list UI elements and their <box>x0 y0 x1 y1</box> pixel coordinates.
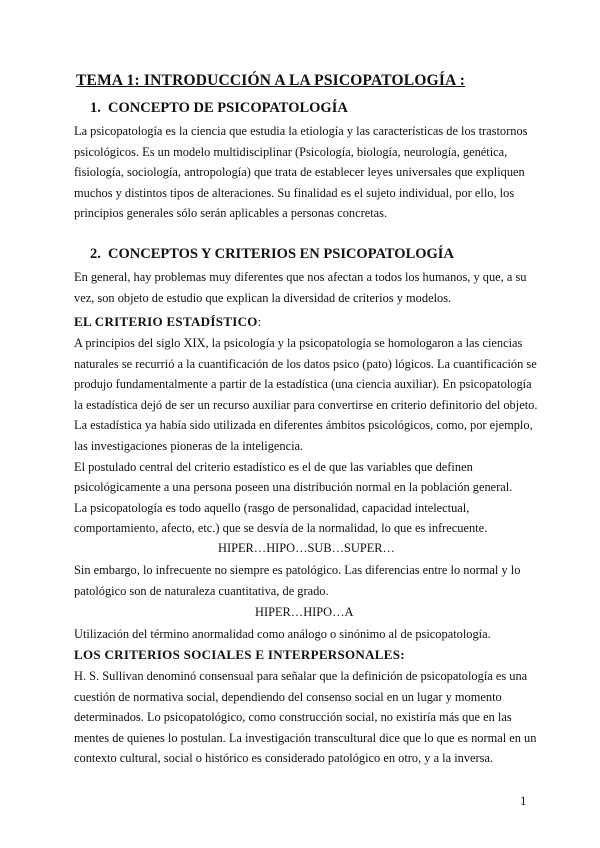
text-line: produjo fundamentalmente a partir de la estadística (una ciencia auxiliar). En psicopatología <box>74 377 532 392</box>
criterio-estadistico-heading: EL CRITERIO ESTADÍSTICO: <box>74 314 262 329</box>
criterio-estadistico-paragraph-2 <box>74 560 530 601</box>
section-1-paragraph <box>74 121 530 224</box>
criterios-sociales-heading: LOS CRITERIOS SOCIALES E INTERPERSONALES: <box>74 647 405 662</box>
text-line: psicológicamente a una persona poseen una distribución normal en la población general. <box>74 480 513 495</box>
section-2-paragraph <box>74 267 530 308</box>
page-number: 1 <box>520 793 527 808</box>
text-line: H. S. Sullivan denominó consensual para señalar que la definición de psicopatología es una <box>74 669 528 683</box>
text-line: A principios del siglo XIX, la psicología y la psicopatología se homologaron a las ciencias <box>74 336 523 350</box>
text-line: En general, hay problemas muy diferentes que nos afectan a todos los humanos, y que, a su <box>74 270 527 284</box>
section-2-heading: 2. CONCEPTOS Y CRITERIOS EN PSICOPATOLOGÍA <box>90 246 454 262</box>
centered-prefixes-1: HIPER…HIPO…SUB…SUPER… <box>218 541 395 555</box>
text-line: patológico son de naturaleza cuantitativa, de grado. <box>74 583 329 598</box>
criterios-sociales-paragraph <box>74 666 537 769</box>
text-line: Utilización del término anormalidad como análogo o sinónimo al de psicopatología. <box>74 627 491 641</box>
text-line: determinados. Lo psicopatológico, como construcción social, no existiría más que en las <box>74 710 512 725</box>
centered-prefixes-2: HIPER…HIPO…A <box>255 605 354 619</box>
text-line: la estadística dejó de ser un recurso auxiliar para convertirse en criterio definitorio del objeto. <box>74 397 538 412</box>
text-line: La psicopatología es todo aquello (rasgo de personalidad, capacidad intelectual, <box>74 500 470 515</box>
text-line: las investigaciones pioneras de la inteligencia. <box>74 438 304 453</box>
section-1-heading: 1. CONCEPTO DE PSICOPATOLOGÍA <box>90 100 348 116</box>
text-line: La psicopatología es la ciencia que estudia la etiología y las características de los trastornos <box>74 124 528 138</box>
text-line: La estadística ya había sido utilizada en diferentes ámbitos psicológicos, como, por ejemplo, <box>74 418 533 433</box>
document-title: TEMA 1: INTRODUCCIÓN A LA PSICOPATOLOGÍA : <box>76 72 466 89</box>
text-line: contexto cultural, social o histórico es considerado patológico en otro, y a la inversa. <box>74 751 494 766</box>
criterio-estadistico-paragraph <box>74 333 538 539</box>
text-line: muchos y distintos tipos de alteraciones. Su finalidad es el sujeto individual, por ello, los <box>74 185 515 200</box>
text-line: vez, son objeto de estudio que explican la diversidad de criterios y modelos. <box>74 290 452 305</box>
text-line: Sin embargo, lo infrecuente no siempre es patológico. Las diferencias entre lo normal y lo <box>74 563 521 577</box>
text-line: fisiología, sociología, antropología) que trata de establecer leyes universales que expliquen <box>74 165 525 180</box>
criterio-estadistico-paragraph-3 <box>74 624 530 645</box>
text-line: naturales se recurrió a la cuantificación de los datos psico (pato) lógicos. La cuantificación se <box>74 356 537 371</box>
text-line: El postulado central del criterio estadístico es el de que las variables que definen <box>74 459 473 474</box>
text-line: mentes de quienes lo postulan. La investigación transcultural dice que lo que es normal en un <box>74 730 537 745</box>
text-line: comportamiento, afecto, etc.) que se desvía de la normalidad, lo que es infrecuente. <box>74 521 488 536</box>
text-line: psicológicos. Es un modelo multidisciplinar (Psicología, biología, neurología, genética, <box>74 144 508 159</box>
text-line: cuestión de normativa social, dependiendo del consenso social en un lugar y momento <box>74 689 502 704</box>
text-line: principios generales sólo serán aplicables a personas concretas. <box>74 206 388 221</box>
